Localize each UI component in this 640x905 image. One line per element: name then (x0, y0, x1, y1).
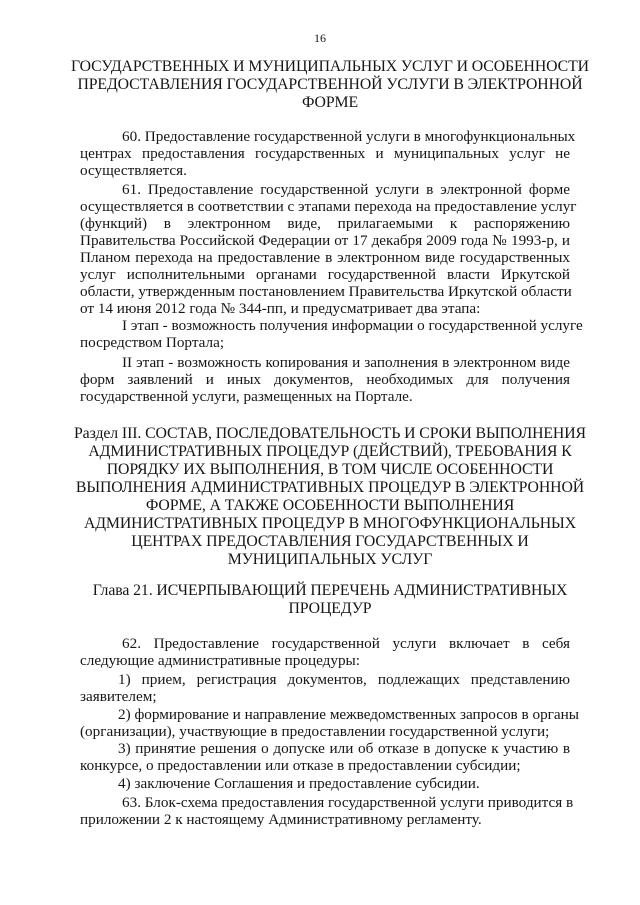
section-heading-electronic-form (70, 58, 590, 112)
paragraph-line: приложении 2 к настоящему Административному регламенту. (80, 811, 482, 828)
paragraph-line: 60. Предоставление государственной услуги в многофункциональных (122, 128, 576, 145)
procedure-item-3 (80, 740, 570, 774)
paragraph-line: осуществляется. (80, 162, 187, 179)
heading-line: АДМИНИСТРАТИВНЫХ ПРОЦЕДУР (ДЕЙСТВИЙ), ТРЕБОВАНИЯ К (88, 443, 572, 460)
heading-line: ФОРМЕ (301, 94, 359, 111)
heading-line: ПРЕДОСТАВЛЕНИЯ ГОСУДАРСТВЕННОЙ УСЛУГИ В ЭЛЕКТРОННОЙ (77, 76, 583, 93)
paragraph-line: осуществляется в соответствии с этапами перехода на предоставление услуг (80, 198, 577, 215)
paragraph-line: (организации), участвующие в предоставлении государственной услуги; (80, 723, 550, 740)
paragraph-61 (80, 181, 577, 317)
paragraph-line: II этап - возможность копирования и заполнения в электронном виде (122, 354, 570, 371)
heading-line: ВЫПОЛНЕНИЯ АДМИНИСТРАТИВНЫХ ПРОЦЕДУР В ЭЛЕКТРОННОЙ (75, 479, 585, 496)
paragraph-line: государственной услуги, размещенных на Портале. (80, 388, 413, 405)
paragraph-63 (80, 794, 574, 828)
paragraph-line: посредством Портала; (80, 334, 225, 351)
heading-line: АДМИНИСТРАТИВНЫХ ПРОЦЕДУР В МНОГОФУНКЦИОНАЛЬНЫХ (83, 515, 577, 532)
paragraph-line: следующие административные процедуры: (80, 652, 360, 669)
procedure-item-4 (80, 775, 570, 792)
section-heading-part-3 (64, 425, 596, 569)
procedure-item-1 (80, 671, 570, 705)
heading-line: Раздел III. СОСТАВ, ПОСЛЕДОВАТЕЛЬНОСТЬ И СРОКИ ВЫПОЛНЕНИЯ (74, 425, 586, 442)
stage-1 (80, 317, 583, 351)
heading-line: Глава 21. ИСЧЕРПЫВАЮЩИЙ ПЕРЕЧЕНЬ АДМИНИСТРАТИВНЫХ (92, 582, 568, 599)
paragraph-line: 63. Блок-схема предоставления государственной услуги приводится в (122, 794, 574, 811)
paragraph-line: форм заявлений и иных документов, необходимых для получения (80, 371, 570, 388)
heading-line: МУНИЦИПАЛЬНЫХ УСЛУГ (227, 551, 433, 568)
heading-line: ГОСУДАРСТВЕННЫХ И МУНИЦИПАЛЬНЫХ УСЛУГ И ОСОБЕННОСТИ (71, 58, 589, 75)
page-number: 16 (314, 31, 326, 45)
paragraph-line: 3) принятие решения о допуске или об отказе в допуске к участию в (118, 740, 570, 757)
paragraph-line: I этап - возможность получения информации о государственной услуге (122, 317, 583, 334)
paragraph-60 (80, 128, 576, 179)
heading-line: ФОРМЕ, А ТАКЖЕ ОСОБЕННОСТИ ВЫПОЛНЕНИЯ (145, 497, 515, 514)
paragraph-line: (функций) в электронном виде, прилагаемыми к распоряжению (80, 215, 570, 232)
paragraph-62 (80, 635, 570, 669)
paragraph-line: области, утвержденным постановлением Правительства Иркутской области (80, 283, 572, 300)
paragraph-line: 61. Предоставление государственной услуги в электронной форме (122, 181, 570, 198)
paragraph-line: Правительства Российской Федерации от 17 декабря 2009 года № 1993-р, и (80, 232, 570, 249)
paragraph-line: 1) прием, регистрация документов, подлежащих представлению (118, 671, 570, 688)
paragraph-line: от 14 июня 2012 года № 344-пп, и предусматривает два этапа: (80, 300, 481, 317)
procedure-item-2 (80, 706, 579, 740)
heading-line: ЦЕНТРАХ ПРЕДОСТАВЛЕНИЯ ГОСУДАРСТВЕННЫХ И (131, 533, 529, 550)
paragraph-line: центрах предоставления государственных и муниципальных услуг не (80, 145, 570, 162)
paragraph-line: заявителем; (80, 688, 157, 705)
paragraph-line: конкурсе, о предоставлении или отказе в предоставлении субсидии; (80, 757, 521, 774)
paragraph-line: 62. Предоставление государственной услуги включает в себя (122, 635, 570, 652)
chapter-heading-21 (70, 582, 590, 618)
paragraph-line: услуг исполнительными органами государственной власти Иркутской (80, 266, 570, 283)
paragraph-line: Планом перехода на предоставление в электронном виде государственных (80, 249, 570, 266)
paragraph-line: 2) формирование и направление межведомственных запросов в органы (118, 706, 579, 723)
stage-2 (80, 354, 570, 405)
heading-line: ПОРЯДКУ ИХ ВЫПОЛНЕНИЯ, В ТОМ ЧИСЛЕ ОСОБЕННОСТИ (106, 461, 554, 478)
heading-line: ПРОЦЕДУР (288, 600, 372, 617)
paragraph-line: 4) заключение Соглашения и предоставление субсидии. (118, 775, 480, 792)
